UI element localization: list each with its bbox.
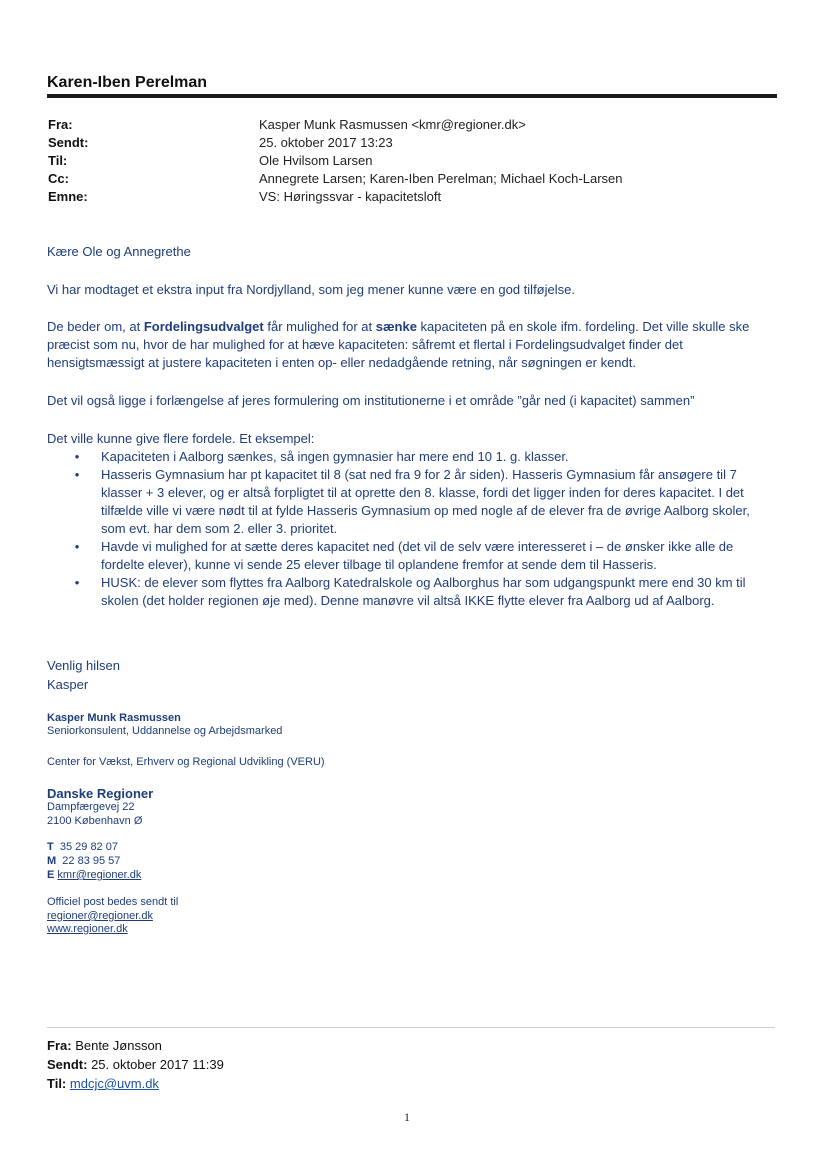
paragraph-2 xyxy=(47,318,777,372)
sent-label: Sendt: xyxy=(48,135,89,150)
official-email-link[interactable]: regioner@regioner.dk xyxy=(47,910,153,922)
to-value: Ole Hvilsom Larsen xyxy=(259,153,373,168)
signature-phone xyxy=(47,841,118,854)
greeting: Kære Ole og Annegrethe xyxy=(47,244,191,259)
page-number: 1 xyxy=(404,1110,410,1124)
official-note: Officiel post bedes sendt til xyxy=(47,896,179,908)
paragraph-4: Det ville kunne give flere fordele. Et eksempel: xyxy=(47,431,315,446)
forward-sent-value: 25. oktober 2017 11:39 xyxy=(91,1057,224,1072)
signature-email xyxy=(47,869,141,882)
forward-divider xyxy=(47,1027,775,1028)
paragraph-1: Vi har modtaget et ekstra input fra Nordjylland, som jeg mener kunne være en god tilføjelse. xyxy=(47,282,575,297)
bullet-glyph: • xyxy=(74,467,80,482)
forward-from-label: Fra: xyxy=(47,1038,72,1053)
sent-value: 25. oktober 2017 13:23 xyxy=(259,135,393,150)
sender-short: Kasper xyxy=(47,677,89,692)
list-item xyxy=(67,448,772,466)
p2-text-a: De beder om, at xyxy=(47,319,144,334)
bullet-glyph: • xyxy=(74,575,80,590)
forward-to xyxy=(47,1075,159,1093)
website-link[interactable]: www.regioner.dk xyxy=(47,923,128,935)
forward-to-link[interactable]: mdcjc@uvm.dk xyxy=(69,1076,159,1091)
list-item-text: HUSK: de elever som flyttes fra Aalborg Katedralskole og Aalborghus har som udgangspunkt mere end 30 km til skolen (det holder regionen øje med). Denne manøvre vil altså IKKE flytte elever fra Aalborg ud af Aalborg. xyxy=(101,575,746,608)
forward-to-label: Til: xyxy=(47,1076,67,1091)
p2-text-e: kapaciteten på en skole ifm. fordeling. Det ville skulle ske præcist som nu, hvor de har mulighed for at hæve kapaciteten: såfremt et flertal i Fordelingsudvalget finder det hensigtsmæssigt at justere kapaciteten i enten op- eller nedadgående retning, når søgningen er kendt. xyxy=(47,319,750,370)
cc-value: Annegrete Larsen; Karen-Iben Perelman; Michael Koch-Larsen xyxy=(259,171,623,186)
signature-org: Danske Regioner xyxy=(47,786,154,801)
forward-sent-label: Sendt: xyxy=(47,1057,88,1072)
mobile-label: M xyxy=(47,855,57,867)
signature-street: Dampfærgevej 22 xyxy=(47,801,135,813)
benefit-list xyxy=(67,448,772,610)
subject-value: VS: Høringssvar - kapacitetsloft xyxy=(259,189,442,204)
signature-city: 2100 København Ø xyxy=(47,815,143,827)
list-item xyxy=(67,574,772,610)
list-item-text: Kapaciteten i Aalborg sænkes, så ingen gymnasier har mere end 10 1. g. klasser. xyxy=(101,449,569,464)
phone-value: 35 29 82 07 xyxy=(59,841,118,853)
p2-bold-lower: sænke xyxy=(375,319,417,334)
subject-label: Emne: xyxy=(48,189,88,204)
mobile-value: 22 83 95 57 xyxy=(62,855,121,867)
p2-text-c: får mulighed for at xyxy=(263,319,376,334)
list-item xyxy=(67,538,772,574)
title-divider xyxy=(47,94,777,98)
to-label: Til: xyxy=(48,153,68,168)
signature-mobile xyxy=(47,855,120,868)
closing: Venlig hilsen xyxy=(47,658,120,673)
forward-from-value: Bente Jønsson xyxy=(75,1038,162,1053)
forward-sent xyxy=(47,1056,224,1074)
list-item-text: Havde vi mulighed for at sætte deres kapacitet ned (det vil de selv være interesseret i – de ønsker ikke alle de fordelte elever), kunne vi sende 25 elever tilbage til oplandene fremfor at sende dem til Hasseris. xyxy=(101,539,734,572)
from-value: Kasper Munk Rasmussen <kmr@regioner.dk> xyxy=(259,117,526,132)
bullet-glyph: • xyxy=(74,539,80,554)
phone-label: T xyxy=(47,841,54,853)
signature-center: Center for Vækst, Erhverv og Regional Udvikling (VERU) xyxy=(47,756,325,768)
paragraph-3: Det vil også ligge i forlængelse af jeres formulering om institutionerne i et område ”går ned (i kapacitet) sammen” xyxy=(47,393,695,408)
forward-from xyxy=(47,1037,162,1055)
list-item-text: Hasseris Gymnasium har pt kapacitet til 8 (sat ned fra 9 for 2 år siden). Hasseris Gymnasium får ansøgere til 7 klasser + 3 elever, og er altså forpligtet til at oprette den 8. klasse, fordi det ligger inden for deres kapacitet. I det tilfælde ville vi være nødt til at fylde Hasseris Gymnasium op med nogle af de elever fra de øvrige Aalborg skoler, som evt. har dem som 2. eller 3. prioritet. xyxy=(101,467,750,536)
signature-role: Seniorkonsulent, Uddannelse og Arbejdsmarked xyxy=(47,725,283,737)
email-link[interactable]: kmr@regioner.dk xyxy=(57,869,142,881)
bullet-glyph: • xyxy=(74,449,80,464)
cc-label: Cc: xyxy=(48,171,69,186)
email-label: E xyxy=(47,869,55,881)
p2-bold-committee: Fordelingsudvalget xyxy=(143,319,264,334)
from-label: Fra: xyxy=(48,117,73,132)
signature-name: Kasper Munk Rasmussen xyxy=(47,712,181,724)
document-title: Karen-Iben Perelman xyxy=(47,74,208,91)
list-item xyxy=(67,466,772,538)
